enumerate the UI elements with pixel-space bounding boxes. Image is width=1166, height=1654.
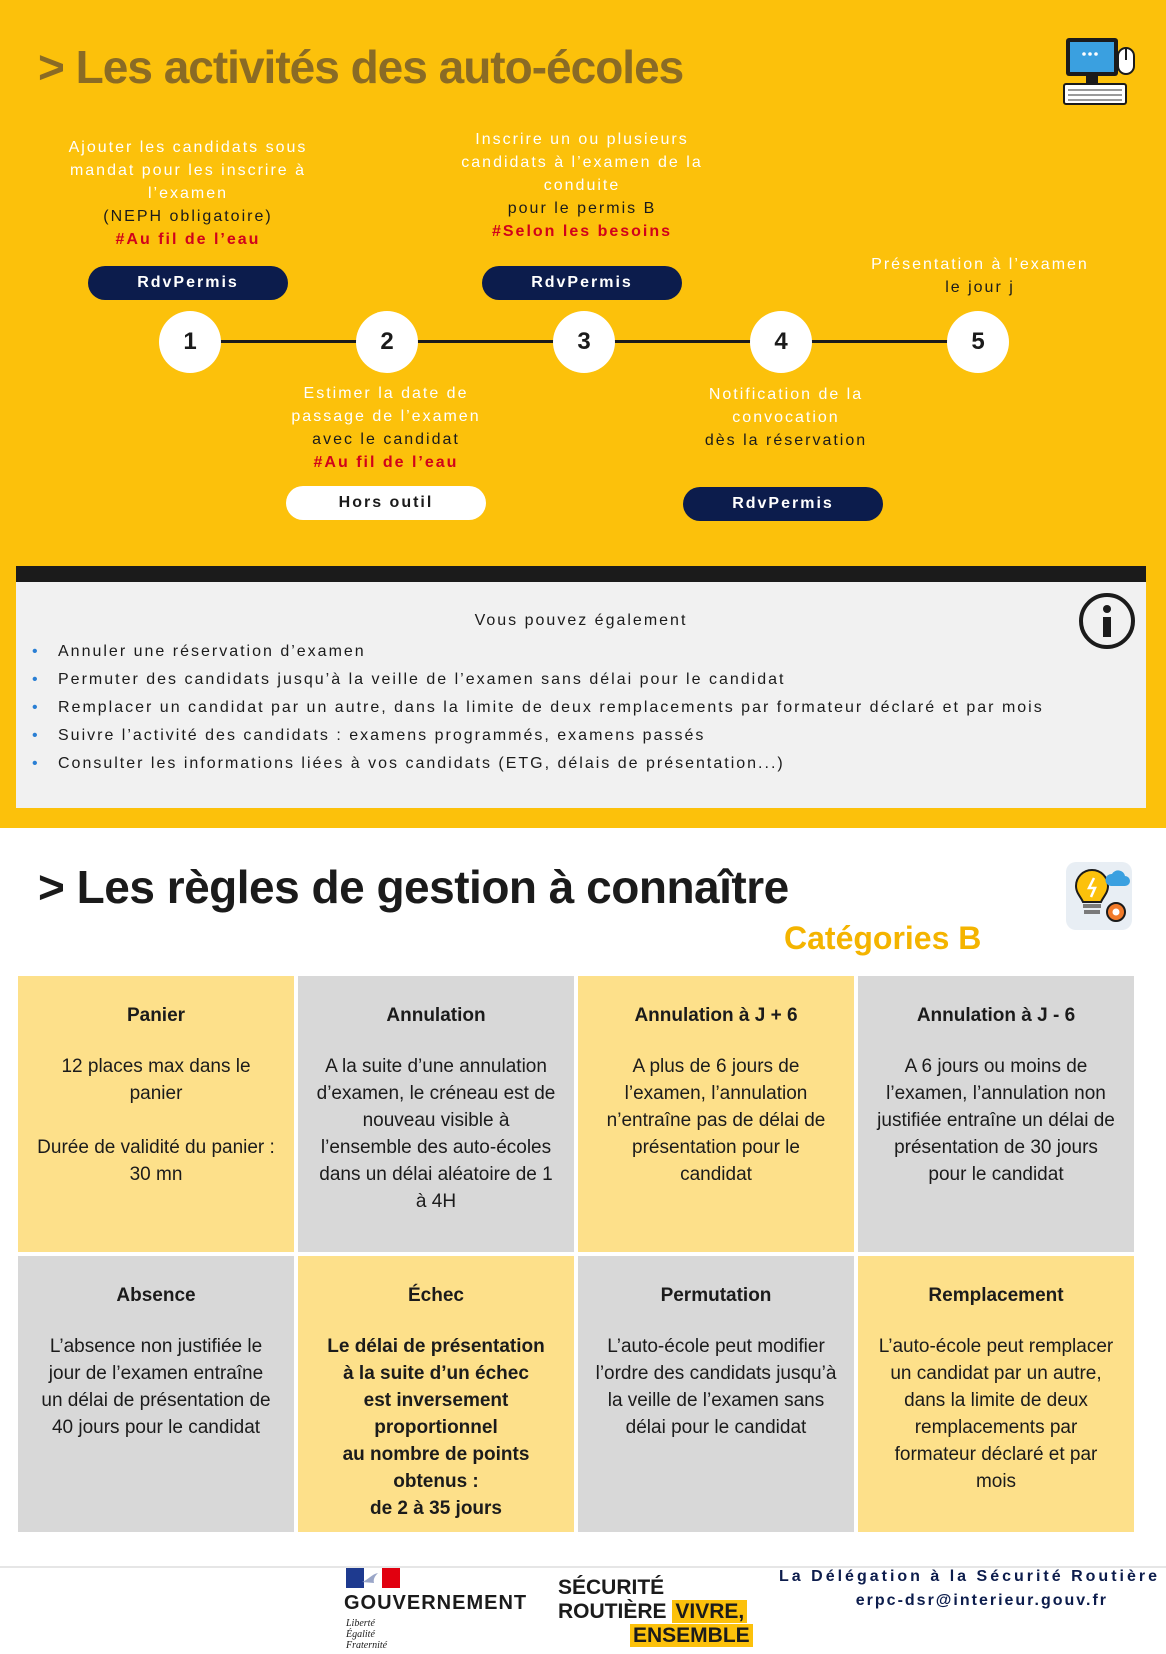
step-3-description: Inscrire un ou plusieurs candidats à l’examen de la conduite pour le permis B #Selon les besoins [432,128,732,243]
info-header-bar [16,566,1146,582]
step-2-tag: #Au fil de l’eau [313,454,459,471]
info-list-item: • Remplacer un candidat par un autre, dans la limite de deux remplacements par formateur déclaré et par mois [32,699,1044,716]
step-1-tag: #Au fil de l’eau [115,231,261,248]
section-title-activities: > Les activités des auto-écoles [38,41,684,93]
rule-card-absence: Absence L’absence non justifiée le jour de l’examen entraîne un délai de présentation de 40 jours pour le candidat [18,1256,294,1532]
step-2-circle: 2 [356,311,418,373]
french-flag-icon [346,1568,400,1588]
step-1-circle: 1 [159,311,221,373]
government-logo-text: GOUVERNEMENT [344,1592,528,1614]
rule-card-remplacement: Remplacement L’auto-école peut remplacer un candidat par un autre, dans la limite de deux remplacements par formateur déclaré et par mois [858,1256,1134,1532]
step-2-pill: Hors outil [286,486,486,520]
rule-card-echec: Échec Le délai de présentation à la suite d’un échec est inversement proportionnel au nombre de points obtenus : de 2 à 35 jours [298,1256,574,1532]
rule-card-annulation-j-minus-6: Annulation à J - 6 A 6 jours ou moins de l’examen, l’annulation non justifiée entraîne un délai de présentation de 30 jours pour le candidat [858,976,1134,1252]
government-motto: Liberté Égalité Fraternité [346,1618,388,1651]
step-3-pill: RdvPermis [482,266,682,300]
lightbulb-gear-icon [1062,858,1136,934]
info-list-item: • Annuler une réservation d’examen [32,643,366,660]
step-4-description: Notification de la convocation dès la réservation [704,386,868,449]
info-list [30,638,1044,778]
securite-routiere-logo-line1: SÉCURITÉ [558,1576,665,1599]
info-list-item: • Permuter des candidats jusqu’à la veille de l’examen sans délai pour le candidat [32,671,786,688]
step-3-tag: #Selon les besoins [491,223,673,240]
section-title-rules: > Les règles de gestion à connaître [38,861,789,913]
dsr-email-link[interactable]: erpc-dsr@interieur.gouv.fr [855,1592,1108,1609]
securite-routiere-logo-line2: ROUTIÈRE VIVRE, ENSEMBLE [558,1600,753,1648]
step-3-circle: 3 [553,311,615,373]
dsr-name: La Délégation à la Sécurité Routière [779,1568,1160,1585]
step-2-description: Estimer la date de passage de l’examen avec le candidat #Au fil de l’eau [236,382,536,474]
info-icon [1078,592,1136,650]
category-label: Catégories B [784,920,982,956]
rule-card-annulation-j-plus-6: Annulation à J + 6 A plus de 6 jours de l’examen, l’annulation n’entraîne pas de délai de présentation pour le candidat [578,976,854,1252]
rule-card-panier: Panier 12 places max dans le panier Durée de validité du panier : 30 mn [18,976,294,1252]
step-5-circle: 5 [947,311,1009,373]
rule-card-permutation: Permutation L’auto-école peut modifier l’ordre des candidats jusqu’à la veille de l’examen sans délai pour le candidat [578,1256,854,1532]
info-box [16,582,1146,808]
rule-card-annulation: Annulation A la suite d’une annulation d’examen, le créneau est de nouveau visible à l’ensemble des auto-écoles dans un délai aléatoire de 1 à 4H [298,976,574,1252]
step-4-circle: 4 [750,311,812,373]
info-list-item: • Suivre l’activité des candidats : examens programmés, examens passés [32,727,706,744]
info-list-item: • Consulter les informations liées à vos candidats (ETG, délais de présentation...) [32,755,785,772]
computer-icon [1060,34,1138,110]
step-5-description: Présentation à l’examen le jour j [871,256,1089,296]
step-1-pill: RdvPermis [88,266,288,300]
step-4-pill: RdvPermis [683,487,883,521]
step-1-description: Ajouter les candidats sous mandat pour les inscrire à l’examen (NEPH obligatoire) #Au fil de l’eau [38,136,338,251]
info-heading: Vous pouvez également [474,612,688,629]
